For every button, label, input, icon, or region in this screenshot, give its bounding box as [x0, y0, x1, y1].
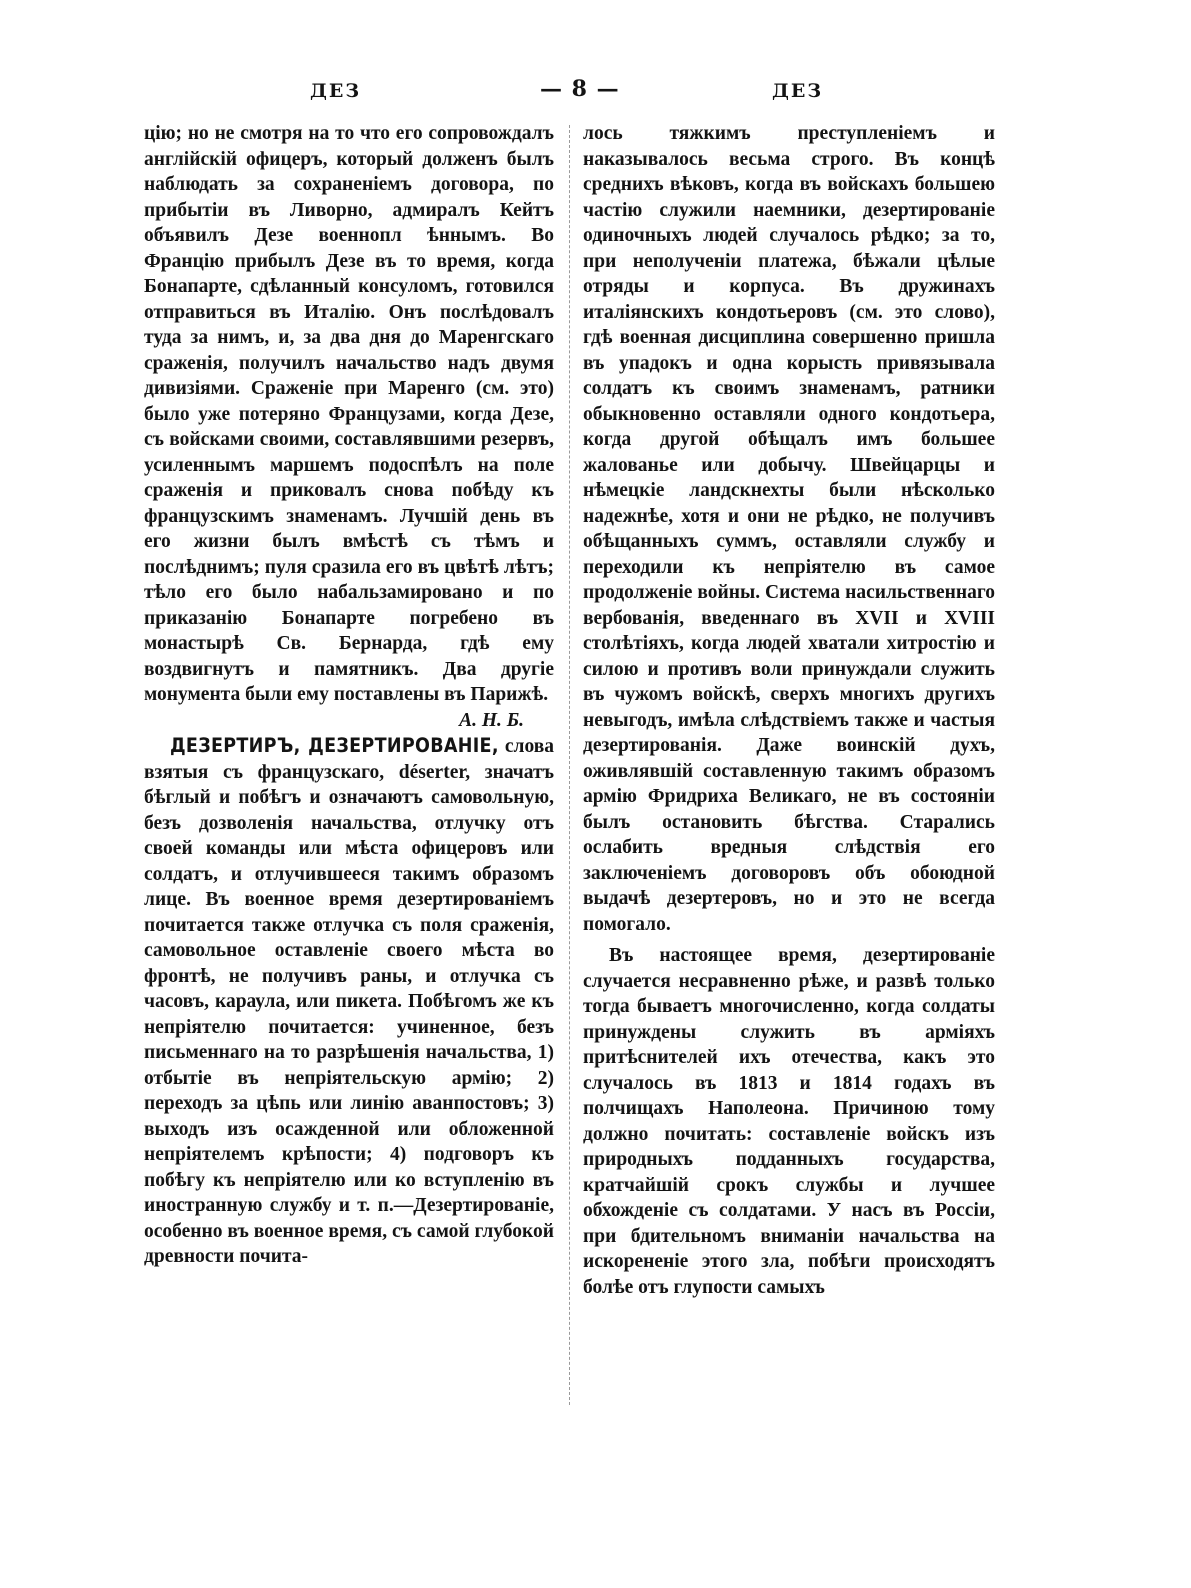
column-divider [569, 125, 571, 1405]
running-header [140, 76, 1008, 108]
header-right-catchword: ДЕЗ [772, 80, 824, 102]
entry-body: слова взятыя съ французскаго, déserter, значатъ бѣглый и побѣгъ и означаютъ самовольную, безъ дозволенія начальства, отлучку отъ своей команды или мѣста офицеровъ или солдатъ, и отлучившееся такимъ образомъ лице. Въ военное время дезертированіемъ почитается также отлучка съ поля сраженія, самовольное оставленіе своего мѣста во фронтѣ, не получивъ раны, и отлучка съ часовъ, караула, или пикета. Побѣгомъ же къ непріятелю почитается: учиненное, безъ письменнаго на то разрѣшенія начальства, 1) отбытіе въ непріятельскую армію; 2) переходъ за цѣпь или линію аванпостовъ; 3) выходъ изъ осажденной или обложенной непріятелемъ крѣпости; 4) подговоръ къ побѣгу къ непріятелю или ко вступленію въ иностранную службу и т. п.—Дезертированіе, особенно въ военное время, съ самой глубокой древности почита- [144, 736, 554, 1267]
entry-heading: ДЕЗЕРТИРЪ, ДЕЗЕРТИРОВАНІЕ, [170, 734, 499, 757]
left-paragraph-2 [144, 733, 554, 1270]
right-paragraph-1: лось тяжкимъ преступленіемъ и наказывалось весьма строго. Въ концѣ среднихъ вѣковъ, когда въ войскахъ большею частію служили наемники, дезертированіе одиночныхъ людей случалось рѣдко; за то, при неполученіи платежа, бѣжали цѣлые отряды и корпуса. Въ дружинахъ италіянскихъ кондотьеровъ (см. это слово), гдѣ военная дисциплина совершенно пришла въ упадокъ и одна корысть привязывала солдатъ къ своимъ знаменамъ, ратники обыкновенно оставляли одного кондотьера, когда другой обѣщалъ имъ большее жалованье или добычу. Швейцарцы и нѣмецкіе ландскнехты были нѣсколько надежнѣе, хотя и они не рѣдко, не получивъ обѣщанныхъ суммъ, оставляли службу и переходили къ непріятелю въ самое продолженіе войны. Система насильственнаго вербованія, введеннаго въ XVII и XVIII столѣтіяхъ, когда людей хватали хитростію и силою и противъ воли принуждали служить въ чужомъ войскѣ, сверхъ многихъ другихъ невыгодъ, имѣла слѣдствіемъ также и частыя дезертированія. Даже воинскій духъ, оживлявшій составленную такимъ образомъ армію Фридриха Великаго, не въ состояніи былъ остановить бѣгства. Старались ослабить вредныя слѣдствія его заключеніемъ договоровъ объ обоюдной выдачѣ дезертеровъ, но и это не всегда помогало. [583, 123, 995, 935]
left-column [144, 121, 554, 1270]
author-signature: А. Н. Б. [459, 709, 524, 731]
header-left-catchword: ДЕЗ [310, 80, 362, 102]
left-paragraph-1: цію; но не смотря на то что его сопровождалъ англійскій офицеръ, который долженъ былъ наблюдать за сохраненіемъ договора, по прибытіи въ Ливорно, адмиралъ Кейтъ объявилъ Дезе военнопл ѣннымъ. Во Францію прибылъ Дезе въ то время, когда Бонапарте, сдѣланный консуломъ, готовился отправиться въ Италію. Онъ послѣдовалъ туда за нимъ, и, за два дня до Маренгскаго сраженія, получилъ начальство надъ двумя дивизіями. Сраженіе при Маренго (см. это) было уже потеряно Французами, когда Дезе, съ войсками своими, составлявшими резервъ, усиленнымъ маршемъ подоспѣлъ на поле сраженія и приковалъ снова побѣду къ французскимъ знаменамъ. Лучшій день въ его жизни былъ вмѣстѣ съ тѣмъ и послѣднимъ; пуля сразила его въ цвѣтѣ лѣтъ; тѣло его было набальзамировано и по приказанію Бонапарте погребено въ монастырѣ Св. Бернарда, гдѣ ему воздвигнутъ и памятникъ. Два другіе монумента были ему поставлены въ Парижѣ. [144, 123, 554, 705]
right-paragraph-2: Въ настоящее время, дезертированіе случается несравненно рѣже, и развѣ только тогда бываетъ многочисленно, когда солдаты принуждены служить въ арміяхъ притѣснителей ихъ отечества, какъ это случалось въ 1813 и 1814 годахъ въ полчищахъ Наполеона. Причиною тому должно почитать: составленіе войскъ изъ природныхъ подданныхъ государства, кратчайшій срокъ службы и лучшее обхожденіе съ солдатами. У насъ въ Россіи, при бдительномъ вниманіи начальства на искорененіе этого зла, побѣги происходятъ болѣе отъ глупости самыхъ [583, 945, 995, 1298]
right-column [583, 121, 995, 1300]
page-number: — 8 — [540, 76, 620, 102]
